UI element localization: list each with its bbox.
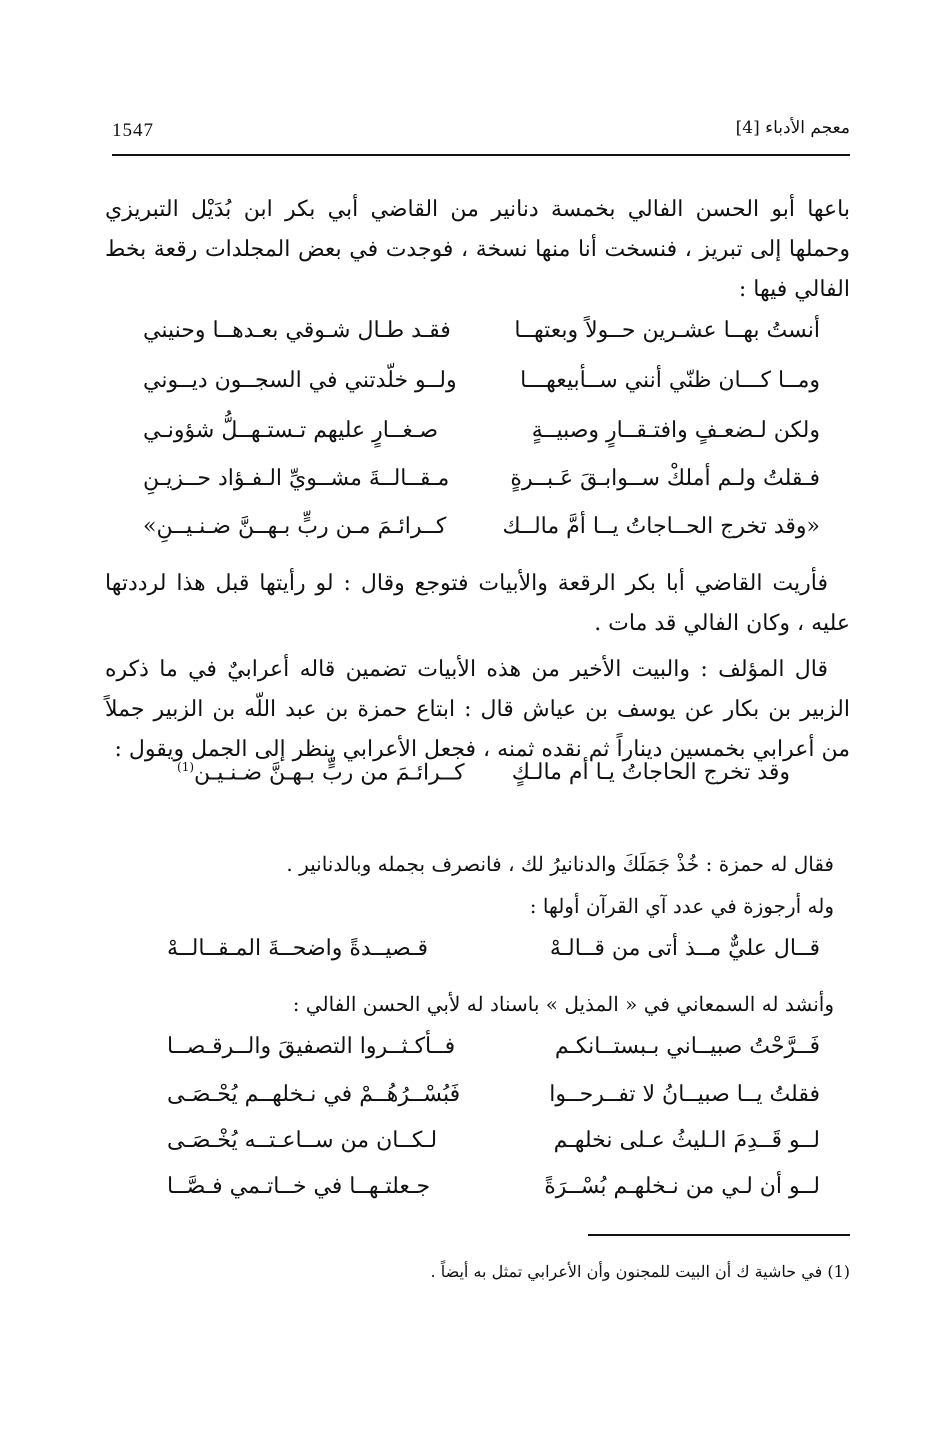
paragraph-2: فأريت القاضي أبا بكر الرقعة والأبيات فتوجع وقال : لو رأيتها قبل هذا لرددتها عليه ، وكان الفالي قد مات . xyxy=(105,571,850,636)
verse-second-hemistich: جـعلتـهــا في خــاتـمي فـصَّــا xyxy=(167,1174,431,1199)
verse-first-hemistich: ولكن لـضعـفٍ وافتـقــارٍ وصبيــةٍ xyxy=(531,418,820,443)
paragraph-6: وأنشد له السمعاني في « المذيل » باسناد له لأبي الحسن الفالي : xyxy=(292,992,834,1016)
verse-second-hemistich: صـغــارٍ عليهم تـستـهــلُّ شؤونـي xyxy=(143,418,439,443)
verse-first-hemistich: ومــا كـــان ظنّي أنني ســأبيعهـــا xyxy=(520,368,820,393)
verse-second-hemistich: قـصيــدةً واضحــةَ المـقــالــهْ xyxy=(167,936,429,961)
rajaz-verse xyxy=(105,936,850,978)
poem2-verse-2 xyxy=(105,1082,850,1124)
paragraph-4: فقال له حمزة : خُذْ جَمَلَكَ والدنانيرُ لك ، فانصرف بجمله وبالدنانير . xyxy=(286,852,834,876)
verse-first-hemistich: فـقلتُ ولـم أملكْ ســوابـقَ عَـبــرةٍ xyxy=(510,466,820,491)
footnote: (1) في حاشية ك أن البيت للمجنون وأن الأعرابي تمثل به أيضاً . xyxy=(430,1262,850,1281)
single-verse xyxy=(105,760,850,802)
running-title: معجم الأدباء [4] xyxy=(735,118,850,138)
footnote-rule xyxy=(588,1234,850,1236)
verse-first-hemistich: لــو قَــدِمَ الـليثُ عـلى نخلهـم xyxy=(553,1128,820,1153)
verse-first-hemistich: قــال عليٌّ مــذ أتى من قــالـهْ xyxy=(549,936,820,961)
verse-first-hemistich: «وقد تخرج الحــاجاتُ يــا أمَّ مالــك xyxy=(502,514,820,539)
verse-second-hemistich: كــرائـمَ مـن ربٍّ بـهــنَّ ضـنـيــنِ» xyxy=(143,514,447,539)
poem2-verse-1 xyxy=(105,1034,850,1076)
verse-second-hemistich: فَبُسْــرُهُــمْ في نـخلهــم يُحْـصَـى xyxy=(167,1082,461,1107)
verse-second-hemistich: كــرائـمَ من ربٍّ بـهـنَّ ضـنـيـن$^{(1)}$ xyxy=(177,760,465,786)
verse-first-hemistich: فَــرَّحْتُ صبيــاني بـبستــانكـم xyxy=(554,1034,820,1059)
page-header xyxy=(112,118,850,156)
footnote-mark: (1) xyxy=(177,760,195,774)
poem1-verse-3 xyxy=(105,418,850,460)
verse-first-hemistich: لــو أن لـي من نـخلهـم بُسْــرَةً xyxy=(544,1174,820,1199)
verse-second-hemistich: مـقــالــةَ مشــويِّ الـفـؤاد حــزيـنِ xyxy=(143,466,450,491)
page-number: 1547 xyxy=(112,120,154,141)
poem1-verse-2 xyxy=(105,368,850,410)
poem1-verse-1 xyxy=(105,318,850,360)
verse-second-hemistich: لـكــان من ســاعـتــه يُخْـصَـى xyxy=(167,1128,438,1153)
poem1-verse-4 xyxy=(105,466,850,508)
verse-first-hemistich: وقد تخرج الحاجاتُ يـا أم مالـكٍ xyxy=(511,760,790,785)
verse-second-hemistich: فقـد طـال شـوقي بعـدهــا وحنيني xyxy=(143,318,451,343)
verse-second-hemistich: ولــو خلّدتني في السجــون ديــوني xyxy=(143,368,457,393)
verse-first-hemistich: أنستُ بهــا عشـرين حــولاً وبعتهــا xyxy=(514,318,820,343)
verse-first-hemistich: فقلتُ يــا صبيــانُ لا تفــرحــوا xyxy=(549,1082,820,1107)
poem2-verse-3 xyxy=(105,1128,850,1170)
verse-second-hemistich: فــأكـثــروا التصفيقَ والــرقـصــا xyxy=(167,1034,456,1059)
paragraph-1: باعها أبو الحسن الفالي بخمسة دنانير من القاضي أبي بكر ابن بُدَيْل التبريزي وحملها إلى تبريز ، فنسخت أنا منها نسخة ، فوجدت في بعض المجلدات رقعة بخط الفالي فيها : xyxy=(105,197,850,302)
paragraph-5: وله أرجوزة في عدد آي القرآن أولها : xyxy=(529,894,834,918)
poem1-verse-5 xyxy=(105,514,850,556)
poem2-verse-4 xyxy=(105,1174,850,1216)
paragraph-3: قال المؤلف : والبيت الأخير من هذه الأبيات تضمين قاله أعرابيٌ في ما ذكره الزبير بن بكار عن يوسف بن عياش قال : ابتاع حمزة بن عبد اللّه بن الزبير جملاً من أعرابي بخمسين ديناراً ثم نقده ثمنه ، فجعل الأعرابي ينظر إلى الجمل ويقول : xyxy=(105,657,850,762)
